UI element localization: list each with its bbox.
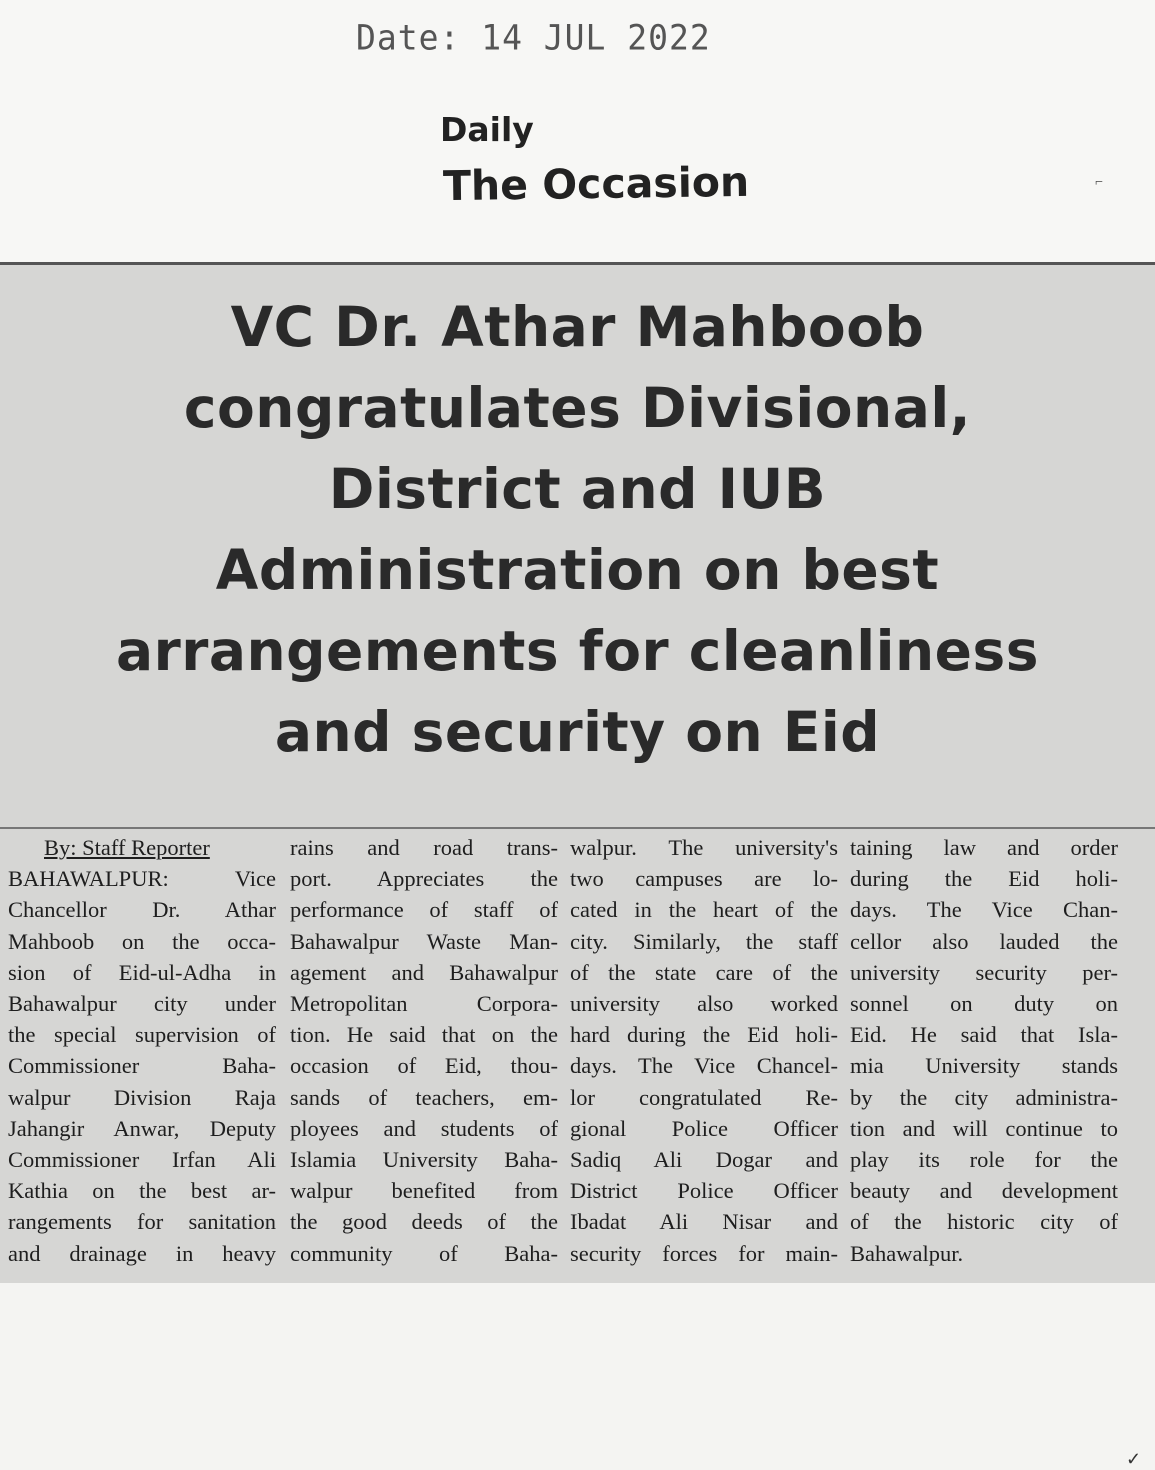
text-line: Chancellor Dr. Athar xyxy=(8,897,276,923)
text-line: sands of teachers, em- xyxy=(290,1084,558,1110)
text-line: BAHAWALPUR: Vice xyxy=(8,866,276,892)
text-line: Commissioner Irfan Ali xyxy=(8,1147,276,1173)
stray-pen-mark: ✓ xyxy=(1126,1449,1142,1469)
headline-line: District and IUB xyxy=(328,457,827,521)
article-column-3 xyxy=(570,832,838,1269)
text-line: and drainage in heavy xyxy=(8,1240,276,1266)
text-line: cated in the heart of the xyxy=(570,897,838,923)
text-line: beauty and development xyxy=(850,1178,1118,1204)
text-line: Ibadat Ali Nisar and xyxy=(570,1209,838,1235)
text-line: sonnel on duty on xyxy=(850,991,1118,1017)
text-line: Commissioner Baha- xyxy=(8,1053,276,1079)
publication-name: The Occasion xyxy=(442,157,750,211)
text-line: Bahawalpur city under xyxy=(8,991,276,1017)
text-line: days. The Vice Chancel- xyxy=(570,1053,838,1079)
text-line: Eid. He said that Isla- xyxy=(850,1022,1118,1048)
stray-pen-mark: ⌐ xyxy=(1095,175,1103,190)
text-line: the good deeds of the xyxy=(290,1209,558,1235)
text-line: by the city administra- xyxy=(850,1084,1118,1110)
text-line: days. The Vice Chan- xyxy=(850,897,1118,923)
text-line: gional Police Officer xyxy=(570,1115,838,1141)
text-line: the special supervision of xyxy=(8,1022,276,1048)
date-stamp: Date: 14 JUL 2022 xyxy=(356,17,711,58)
text-line: lor congratulated Re- xyxy=(570,1084,838,1110)
text-line: walpur. The university's xyxy=(570,835,838,860)
text-line: Metropolitan Corpora- xyxy=(290,991,558,1017)
article-column-1 xyxy=(8,832,276,1269)
clipping-header-area xyxy=(0,0,1155,262)
text-line: sion of Eid-ul-Adha in xyxy=(8,959,276,985)
text-line: port. Appreciates the xyxy=(290,866,558,892)
text-line: Kathia on the best ar- xyxy=(8,1178,276,1204)
text-line: during the Eid holi- xyxy=(850,866,1118,892)
text-line: cellor also lauded the xyxy=(850,928,1118,954)
text-line: of the state care of the xyxy=(570,959,838,985)
text-line: Sadiq Ali Dogar and xyxy=(570,1147,838,1173)
article-column-4 xyxy=(850,832,1118,1269)
text-line: mia University stands xyxy=(850,1053,1118,1079)
headline-line: VC Dr. Athar Mahboob xyxy=(230,295,925,359)
text-line: university security per- xyxy=(850,959,1118,985)
text-line: Jahangir Anwar, Deputy xyxy=(8,1115,276,1141)
text-line: university also worked xyxy=(570,991,838,1017)
headline-line: and security on Eid xyxy=(274,700,881,764)
text-line: two campuses are lo- xyxy=(570,866,838,892)
text-line: District Police Officer xyxy=(570,1178,838,1204)
text-line: hard during the Eid holi- xyxy=(570,1022,838,1048)
text-line: city. Similarly, the staff xyxy=(570,928,838,954)
text-line: tion. He said that on the xyxy=(290,1022,558,1048)
publication-frequency: Daily xyxy=(440,110,534,149)
text-line: rains and road trans- xyxy=(290,835,558,860)
text-line: of the historic city of xyxy=(850,1209,1118,1235)
text-line: community of Baha- xyxy=(290,1240,558,1266)
text-line: performance of staff of xyxy=(290,897,558,923)
article-column-2 xyxy=(290,832,558,1269)
headline-line: Administration on best xyxy=(215,538,940,602)
text-line: play its role for the xyxy=(850,1147,1118,1173)
headline-line: arrangements for cleanliness xyxy=(116,619,1039,683)
text-line: Islamia University Baha- xyxy=(290,1147,558,1173)
headline-line: congratulates Divisional, xyxy=(183,376,972,440)
text-line: occasion of Eid, thou- xyxy=(290,1053,558,1079)
text-line: tion and will continue to xyxy=(850,1115,1118,1141)
text-line: taining law and order xyxy=(850,835,1118,860)
text-line: ployees and students of xyxy=(290,1115,558,1141)
headline-divider xyxy=(0,827,1155,829)
text-line: Bahawalpur Waste Man- xyxy=(290,928,558,954)
text-line: rangements for sanitation xyxy=(8,1209,276,1235)
headline xyxy=(0,287,1155,773)
text-line: Bahawalpur. xyxy=(850,1240,964,1266)
text-line: walpur Division Raja xyxy=(8,1084,276,1110)
text-line: security forces for main- xyxy=(570,1240,838,1266)
byline: By: Staff Reporter xyxy=(44,835,210,860)
text-line: agement and Bahawalpur xyxy=(290,959,558,985)
text-line: Mahboob on the occa- xyxy=(8,928,276,954)
text-line: walpur benefited from xyxy=(290,1178,558,1204)
